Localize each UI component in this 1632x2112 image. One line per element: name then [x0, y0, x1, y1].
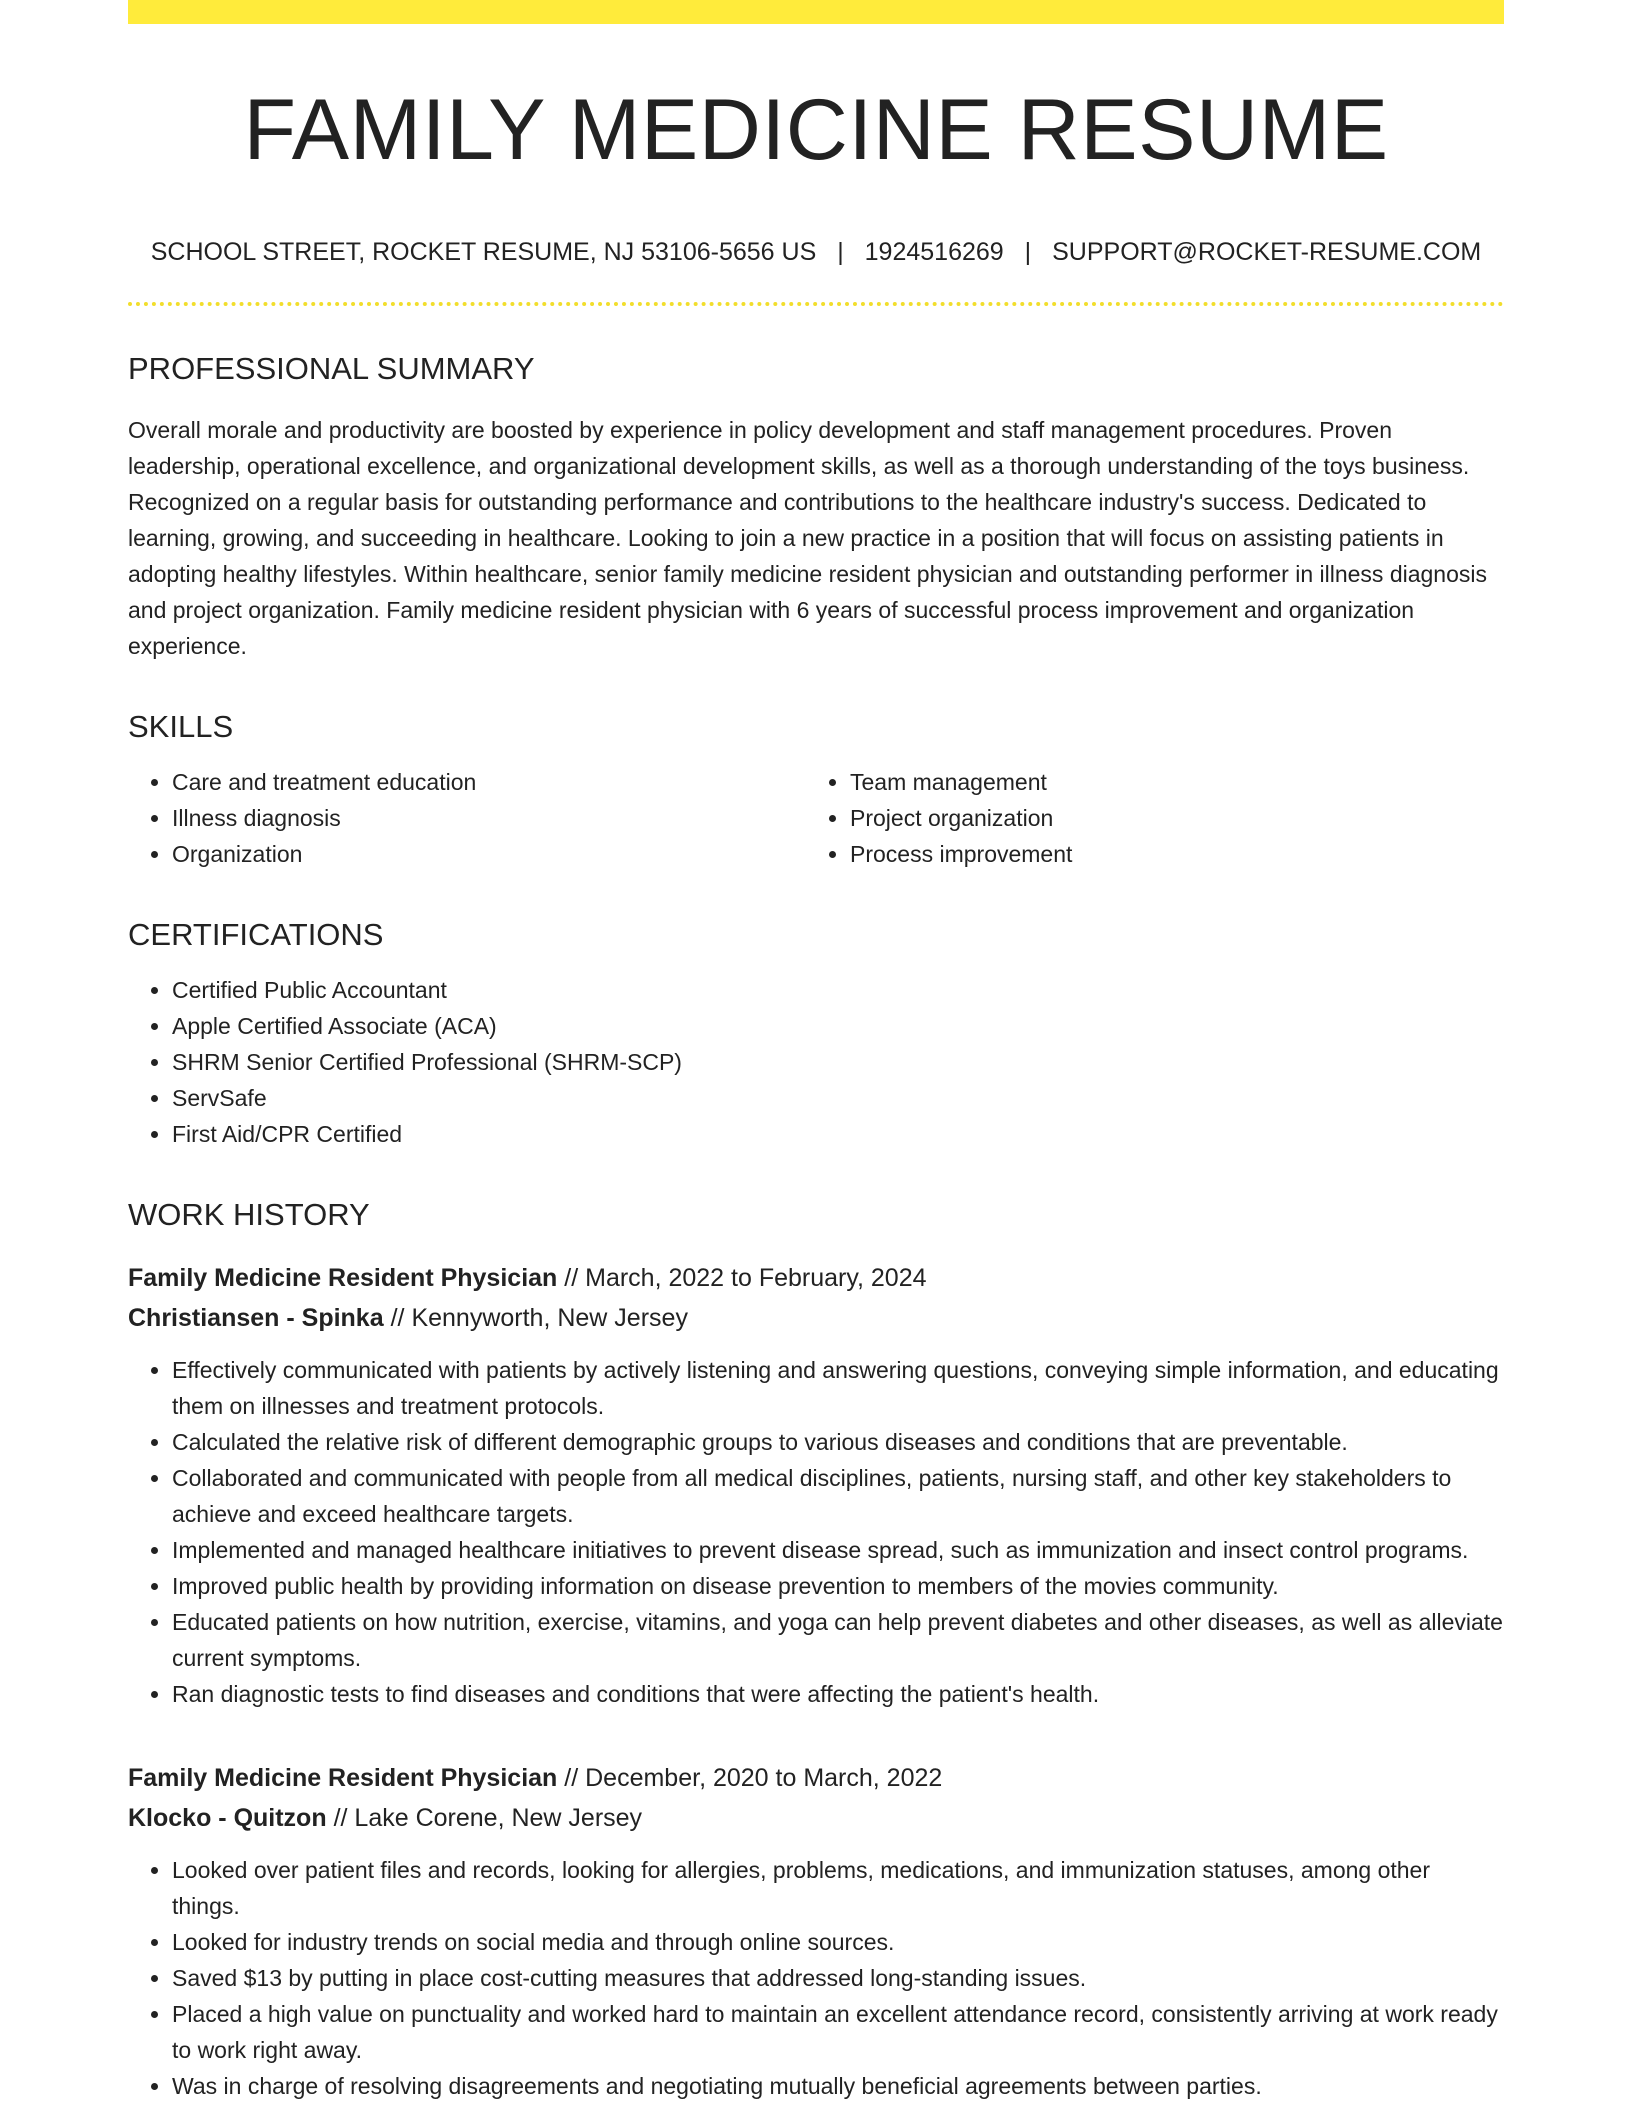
job-company: Christiansen - Spinka: [128, 1304, 384, 1332]
job-separator: //: [333, 1804, 348, 1832]
certifications-section: [128, 916, 1504, 1152]
job-entry: [128, 1758, 1504, 2104]
job-bullet: • Collaborated and communicated with people from all medical disciplines, patients, nursing staff, and other key stakeholders to achieve and exceed healthcare targets.: [172, 1460, 1504, 1532]
job-separator: //: [390, 1304, 405, 1332]
skills-list-left: [128, 764, 806, 872]
skills-heading: SKILLS: [128, 709, 234, 744]
job-bullet: • Effectively communicated with patients by actively listening and answering questions, conveying simple information, and educating them on illnesses and treatment protocols.: [172, 1352, 1504, 1424]
summary-heading: PROFESSIONAL SUMMARY: [128, 351, 535, 386]
skills-grid: [128, 764, 1504, 872]
job-bullet: • Calculated the relative risk of different demographic groups to various diseases and conditions that are preventable.: [172, 1424, 1504, 1460]
job-entry: [128, 1258, 1504, 1712]
job-title-line: [128, 1258, 1504, 1298]
contact-line: [128, 236, 1504, 268]
job-bullet: • Saved $13 by putting in place cost-cutting measures that addressed long-standing issues.: [172, 1960, 1504, 1996]
summary-text: Overall morale and productivity are boosted by experience in policy development and staff management procedures. Proven leadership, operational excellence, and organizational development skills, as well as a thorough understanding of the toys business. Recognized on a regular basis for outstanding performance and contributions to the healthcare industry's success. Dedicated to learning, growing, and succeeding in healthcare. Looking to join a new practice in a position that will focus on assisting patients in adopting healthy lifestyles. Within healthcare, senior family medicine resident physician and outstanding performer in illness diagnosis and project organization. Family medicine resident physician with 6 years of successful process improvement and organization experience.: [128, 417, 1487, 659]
contact-email: SUPPORT@ROCKET-RESUME.COM: [1052, 238, 1482, 266]
job-bullet: • Looked over patient files and records, looking for allergies, problems, medications, and immunization statuses, among other things.: [172, 1852, 1504, 1924]
skill-item: • Organization: [172, 836, 806, 872]
contact-separator: |: [837, 238, 844, 266]
summary-section: [128, 350, 1504, 664]
job-bullet: • Implemented and managed healthcare initiatives to prevent disease spread, such as immunization and insect control programs.: [172, 1532, 1504, 1568]
skill-item: • Illness diagnosis: [172, 800, 806, 836]
job-role: Family Medicine Resident Physician: [128, 1764, 558, 1792]
skill-item: • Process improvement: [850, 836, 1484, 872]
job-role: Family Medicine Resident Physician: [128, 1264, 558, 1292]
job-bullets: [128, 1352, 1504, 1712]
job-bullets: [128, 1852, 1504, 2104]
accent-top-bar: [128, 0, 1504, 24]
skills-section: [128, 708, 1504, 872]
job-location: Kennyworth, New Jersey: [411, 1304, 688, 1332]
job-location: Lake Corene, New Jersey: [354, 1804, 643, 1832]
skill-item: • Project organization: [850, 800, 1484, 836]
job-separator: //: [564, 1764, 579, 1792]
work-history-section: [128, 1196, 1504, 2104]
contact-address: SCHOOL STREET, ROCKET RESUME, NJ 53106-5656 US: [150, 238, 817, 266]
certification-item: • First Aid/CPR Certified: [172, 1116, 1504, 1152]
job-dates: December, 2020 to March, 2022: [585, 1764, 943, 1792]
contact-separator: |: [1024, 238, 1032, 266]
job-bullet: • Educated patients on how nutrition, exercise, vitamins, and yoga can help prevent diabetes and other diseases, as well as alleviate current symptoms.: [172, 1604, 1504, 1676]
job-bullet: • Ran diagnostic tests to find diseases and conditions that were affecting the patient's health.: [172, 1676, 1504, 1712]
work-history-heading: WORK HISTORY: [128, 1197, 370, 1232]
skill-item: • Team management: [850, 764, 1484, 800]
job-company: Klocko - Quitzon: [128, 1804, 327, 1832]
certifications-list: [128, 972, 1504, 1152]
resume-page: [128, 0, 1504, 2104]
job-dates: March, 2022 to February, 2024: [585, 1264, 927, 1292]
skill-item: • Care and treatment education: [172, 764, 806, 800]
job-bullet: • Looked for industry trends on social media and through online sources.: [172, 1924, 1504, 1960]
dotted-divider: [128, 302, 1504, 306]
job-bullet: • Was in charge of resolving disagreements and negotiating mutually beneficial agreements between parties.: [172, 2068, 1504, 2104]
contact-phone: 1924516269: [864, 238, 1004, 266]
job-bullet: • Improved public health by providing information on disease prevention to members of the movies community.: [172, 1568, 1504, 1604]
resume-title: FAMILY MEDICINE RESUME: [243, 82, 1389, 178]
job-title-line: [128, 1758, 1504, 1798]
job-bullet: • Placed a high value on punctuality and worked hard to maintain an excellent attendance record, consistently arriving at work ready to work right away.: [172, 1996, 1504, 2068]
job-company-line: [128, 1298, 1504, 1338]
job-company-line: [128, 1798, 1504, 1838]
certifications-heading: CERTIFICATIONS: [128, 917, 384, 952]
job-separator: //: [564, 1264, 579, 1292]
certification-item: • SHRM Senior Certified Professional (SHRM-SCP): [172, 1044, 1504, 1080]
certification-item: • Apple Certified Associate (ACA): [172, 1008, 1504, 1044]
certification-item: • ServSafe: [172, 1080, 1504, 1116]
certification-item: • Certified Public Accountant: [172, 972, 1504, 1008]
skills-list-right: [806, 764, 1484, 872]
